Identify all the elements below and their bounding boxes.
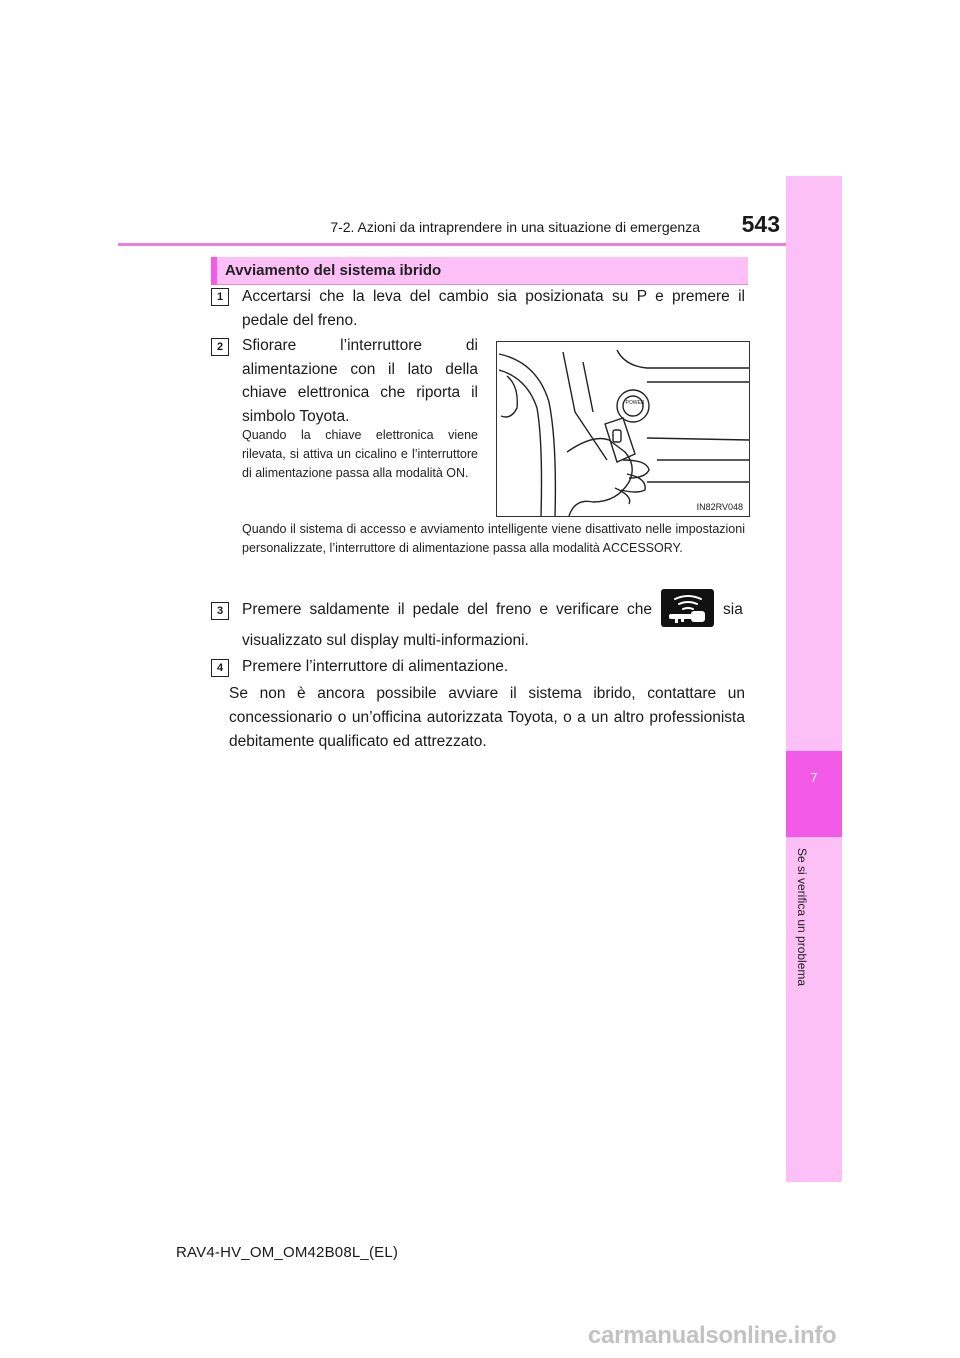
chapter-title: Se si verifica un problema: [795, 848, 809, 987]
step-number-badge: 4: [211, 659, 229, 677]
section-title: Avviamento del sistema ibrido: [225, 262, 442, 279]
step-3-text-line2: visualizzato sul display multi-informazioni.: [242, 632, 529, 649]
page-number: 543: [741, 211, 780, 237]
step-2-note-1: Quando la chiave elettronica viene rilevata, si attiva un cicalino e l’interruttore di alimentazione passa alla modalità ON.: [242, 428, 478, 480]
step-2-text: Sfiorare l’interruttore di alimentazione con il lato della chiave elettronica che riporta il simbolo Toyota.: [242, 337, 478, 425]
footer-model-code: RAV4-HV_OM_OM42B08L_(EL): [176, 1244, 399, 1261]
chapter-number-block: [786, 751, 842, 837]
section-heading-accent: [211, 257, 217, 285]
step-1-text: Accertarsi che la leva del cambio sia posizionata su P e premere il pedale del freno.: [242, 288, 745, 329]
header-divider: [118, 243, 786, 246]
watermark: carmanualsonline.info: [588, 1322, 837, 1349]
power-switch-illustration: [496, 341, 750, 517]
chapter-side-tab: [786, 176, 842, 1182]
step-number-badge: 3: [211, 602, 229, 620]
closing-paragraph: Se non è ancora possibile avviare il sistema ibrido, contattare un concessionario o un’officina autorizzata Toyota, o a un altro professionista debitamente qualificato ed attrezzato.: [229, 685, 745, 750]
key-wireless-indicator-icon: [661, 589, 714, 627]
header-section-title: 7-2. Azioni da intraprendere in una situazione di emergenza: [330, 219, 700, 235]
step-3-text-before: Premere saldamente il pedale del freno e verificare che: [242, 601, 652, 618]
illustration-drawing: [497, 342, 749, 516]
illustration-button-label: POWER: [625, 400, 645, 406]
step-number-badge: 1: [211, 288, 229, 306]
step-4-text: Premere l’interruttore di alimentazione.: [242, 658, 509, 675]
step-number-badge: 2: [211, 338, 229, 356]
illustration-code: IN82RV048: [696, 502, 743, 512]
step-3-text-after: sia: [723, 601, 743, 618]
chapter-number: 7: [810, 770, 818, 785]
step-2-note-2: Quando il sistema di accesso e avviamento intelligente viene disattivato nelle impostazioni personalizzate, l’interruttore di alimentazione passa alla modalità ACCESSORY.: [242, 522, 745, 555]
